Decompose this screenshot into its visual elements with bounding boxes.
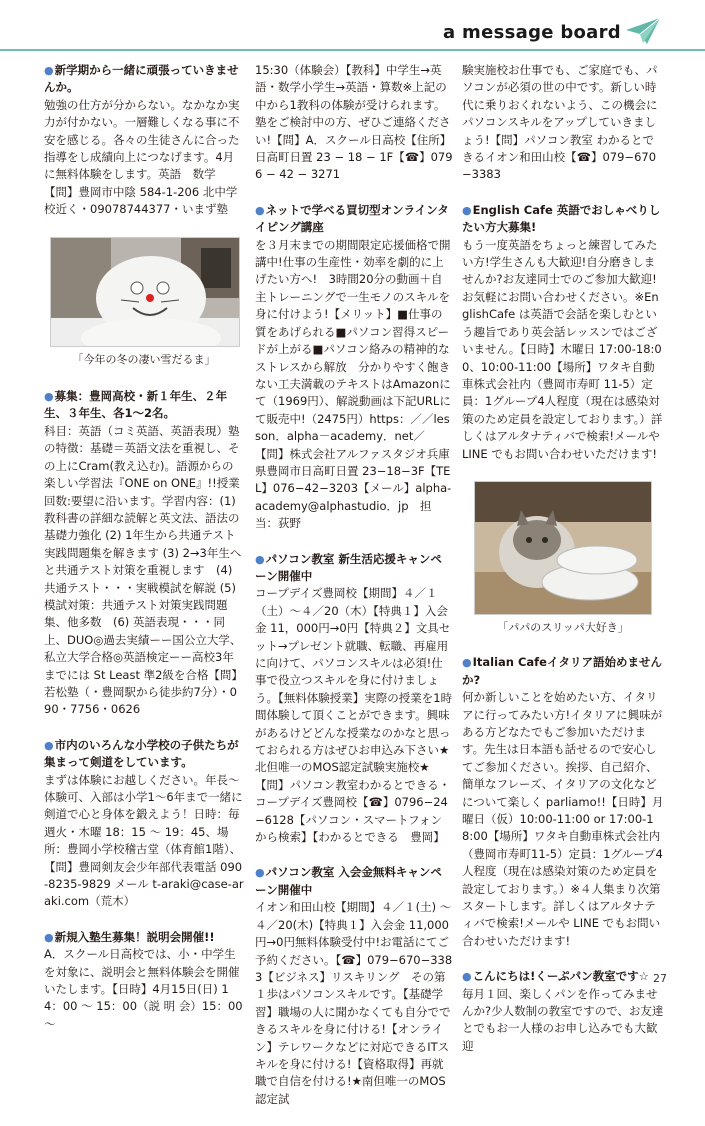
post-typing-course <box>255 202 453 533</box>
post-bread-class <box>462 968 664 1055</box>
post-continued: 験実施校お仕事でも、ご家庭でも、パソコンが必須の世の中です。新しい時代に乗りおくれないよう、この機会にパソコンスキルをアップしていきましょう!【問】パソコン教室 わかるとできるイオン和田山校【☎】079−670−3383 <box>462 63 658 182</box>
post-title: ネットで学べる買切型オンラインタイピング講座 <box>255 202 449 235</box>
post-body: コープデイズ豊岡校【期間】４／１（土）～４／20（木）【特典１】入会金 11，000円→0円【特典２】文具セット→プレゼント就職、転職、再雇用に向けて、パソコンスキルは必須!仕事で役立つスキルを身に付けましょう。【無料体験授業】実際の授業を1時間体験して頂くことができます。興味があるけどどんな授業なのかなと思っておられる方はぜひお申込み下さい★北但唯一のMOS認定試験実施校★【問】パソコン教室わかるとできる・コープデイズ豊岡校【☎】0796−24−6128【パソコン・スマートフォンから検索】【わかるとできる 豊岡】 <box>255 586 453 845</box>
paper-plane-icon <box>625 16 661 46</box>
page-number: 27 <box>653 972 667 985</box>
post-body: 毎月１回、楽しくパンを作ってみませんか?少人数制の教室ですので、お友達とでもお一人様のお申し込みでも大歓迎 <box>462 986 664 1053</box>
photo-caption: 「パパのスリッパ大好き」 <box>497 620 629 634</box>
post-title: パソコン教室 入会金無料キャンペーン開催中 <box>255 865 442 897</box>
photo-snowman <box>44 237 244 368</box>
bullet-icon: ● <box>44 390 54 404</box>
post-english-cafe <box>462 202 664 463</box>
post-title: 新規入塾生募集！説明会開催!! <box>54 929 215 944</box>
post-italian-cafe <box>462 654 664 950</box>
post-study-support <box>44 62 244 219</box>
post-continued: 15:30（体験会）【教科】中学生→英語・数学小学生→英語・算数※上記の中から1教科の体験が受けられます。塾をご検討中の方、ぜひご連絡ください!【問】A．スクール日高校【住所】日高町日置 23 − 18 − 1F【☎】0796 − 42 − 3271 <box>255 63 453 182</box>
section-title: a message board <box>443 22 621 43</box>
cat-slipper-photo <box>474 481 652 615</box>
post-title: English Cafe 英語でおしゃべりしたい方大募集! <box>462 202 661 235</box>
post-title: 新学期から一緒に頑張っていきませんか。 <box>44 63 239 95</box>
post-body: を３月末までの期間限定応援価格で開講中!仕事の生産性・効率を劇的に上げたい方へ! 3時間20分の動画＋自主トレーニングで一生モノのスキルを身に付けよう!【メリット】■仕事の質をあげられる■パソコン習得スピードが上がる■パソコン絡みの精神的なストレスから解放 分かりやすく飽きない工夫満載のテキストはAmazonにて（1969円）、解説動画は下記URLにて販売中!（2475円）https：／／lesson．alpha－academy．net／ 【問】株式会社アルファスタジオ兵庫県豊岡市日高町日置 23−18−3F【TEL】076−42−3203【メール】alpha-academy@alphastudio．jp 担当：荻野 <box>255 237 452 531</box>
post-body: 勉強の仕方が分からない。なかなか実力が付かない。一層難しくなる事に不安を感じる。各々の生徒さんに合った指導をし成績向上につなげます。4月に無料体験をします。英語 数学【問】豊岡市中陰 584-1-206 北中学校近く・09078744377・いまず塾 <box>44 97 240 217</box>
column-right <box>462 62 664 1073</box>
post-body: 科目：英語（コミ英語、英語表現）塾の特徴：基礎＝英語文法を重視し、その上にCram(教え込む)。語源からの楽しい学習法『ONE on ONE』!!授業回数:要望に沿います。学習内容：(1) 教科書の詳細な読解と英文法、語法の基礎力強化 (2) 1年生から共通テスト実践問題集を解きます (3) 2→3年生へと共通テスト対策を重視します (4) 共通テスト・・・実戦模試を解説 (5) 模試対策：共通テスト対策実践問題集、他多数 (6) 英語表現・・・同上、DUO◎過去実績ーー国公立大学、私立大学合格◎英語検定ーー高校3年までには St Least 準2級を合格【問】若松塾（・豊岡駅から徒歩約7分）・090・7756・0626 <box>44 423 243 717</box>
post-kendo <box>44 737 244 911</box>
snowman-photo <box>50 237 240 347</box>
bullet-icon: ● <box>44 930 54 944</box>
column-left <box>44 62 244 1051</box>
bullet-icon: ● <box>255 203 265 217</box>
photo-cat <box>462 481 664 636</box>
post-body: まずは体験にお越しください。年長～体験可、入部は小学1～6年まで一緒に剣道で心と身体を鍛えよう！日時：毎週火・木曜 18：15 ～ 19：45、場所：豊岡小学校稽古堂（体育館1階）、【問】豊岡剣友会少年部代表電話 090-8235-9829 メール t-araki@case-araki.com（荒木） <box>44 772 244 909</box>
bullet-icon: ● <box>44 64 54 77</box>
photo-caption: 「今年の冬の凄い雪だるま」 <box>72 352 216 366</box>
bullet-icon: ● <box>462 203 472 217</box>
post-new-students <box>44 929 244 1033</box>
post-body: 何か新しいことを始めたい方、イタリアに行ってみたい方!イタリアに興味がある方どなたでもご参加いただけます。先生は日本語も話せるので安心してご参加ください。挨拶、自己紹介、簡単なフレーズ、イタリアの文化などについて楽しく parliamo!!【日時】月曜日（仮）10:00-11:00 or 17:00-18:00【場所】ワタキ自動車株式会社内（豊岡市寿町11-5）定員：1グループ4人程度（現在は感染対策のため定員を設定しております。）※４人集まり次第スタートします。詳しくはアルタナティバで検索!メールや LINE でもお問い合わせいただけます! <box>462 690 664 948</box>
post-body: イオン和田山校【期間】４／１(土) ～４／20(木)【特典１】入会金 11,000円→0円無料体験受付中!お電話にてご予約ください。【☎】079−670−3383【ビジネス】リスキリング その第１歩はパソコンスキルです。【基礎学習】職場の人に聞かなくても自分でできるスキルを身に付ける!【オンライン】テレワークなどに対応できるITスキルを身に付ける!【資格取得】再就職で自信を付ける!★南但唯一のMOS認定試 <box>255 900 453 1106</box>
header-rule <box>0 49 705 51</box>
page-header <box>0 0 705 50</box>
bullet-icon: ● <box>462 656 472 670</box>
post-english-juku <box>44 388 244 719</box>
bullet-icon: ● <box>255 552 265 566</box>
post-title: パソコン教室 新生活応援キャンペーン開催中 <box>255 551 442 583</box>
post-title: こんにちは!くーぷパン教室です☆ <box>472 969 649 984</box>
post-body: もう一度英語をちょっと練習してみたい方!学生さんも大歓迎!自分磨きしませんか?お友達同士でのご参加大歓迎!お気軽にお問い合わせください。※EnglishCafe は英語で会話を楽しむという趣旨であり英会話レッスンではございません。【日時】木曜日 17:00-18:00、10:00-11:00【場所】ワタキ自動車株式会社内（豊岡市寿町 11-5）定員：1グループ4人程度（現在は感染対策のため定員を設定しております。）詳しくはアルタナティバで検索!メールや LINE でもお問い合わせいただけます! <box>462 237 663 461</box>
bullet-icon: ● <box>44 738 54 752</box>
bullet-icon: ● <box>255 866 265 880</box>
post-pc-class-toyooka <box>255 551 453 847</box>
post-title: 募集：豊岡高校・新１年生、２年生、３年生、各1～2名。 <box>44 389 228 421</box>
column-middle <box>255 62 453 1126</box>
post-body: A．スクール日高校では、小・中学生を対象に、説明会と無料体験会を開催いたします。【日時】4月15日(日) 14：00 ～ 15：00（説 明 会）15：00 ～ <box>44 947 243 1031</box>
post-pc-class-wadayama <box>255 864 453 1108</box>
bullet-icon: ● <box>462 970 472 984</box>
post-title: 市内のいろんな小学校の子供たちが集まって剣道をしています。 <box>44 737 239 770</box>
post-title: Italian Cafeイタリア語始めませんか? <box>462 655 662 687</box>
